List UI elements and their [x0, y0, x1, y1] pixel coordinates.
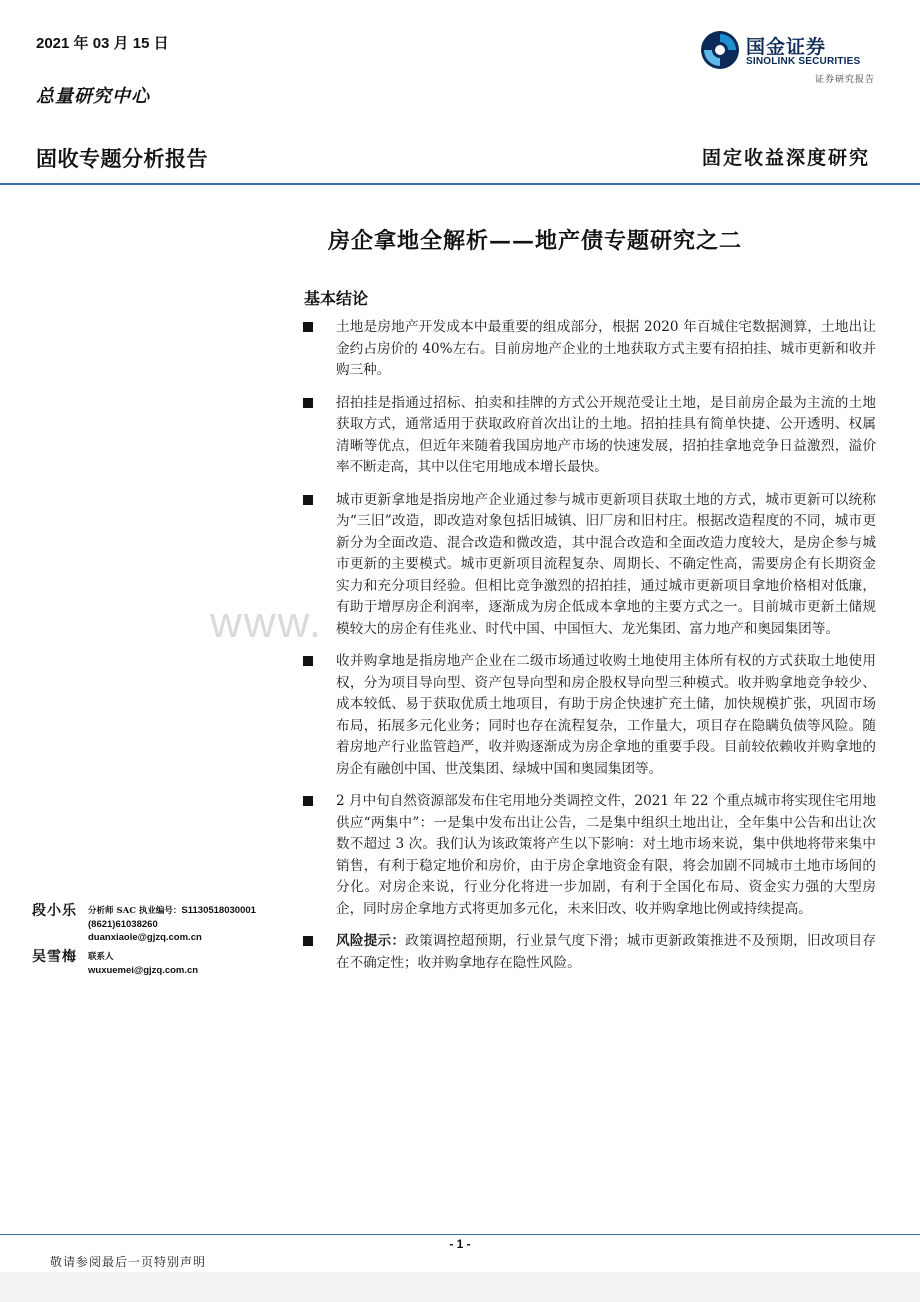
logo-name-cn: 国金证券: [746, 36, 827, 58]
company-logo: [700, 30, 876, 70]
bullet-square-icon: [303, 322, 313, 332]
list-item: [300, 651, 876, 780]
list-item: [300, 791, 876, 920]
header-divider: [0, 183, 920, 185]
section-heading: 基本结论: [304, 289, 369, 308]
list-item: [300, 393, 876, 479]
author-entry: [32, 900, 292, 946]
bullet-square-icon: [303, 495, 313, 505]
logo-subtitle: 证券研究报告: [814, 75, 875, 85]
author-name: 段小乐: [32, 903, 77, 919]
bullet-text: 招拍挂是指通过招标、拍卖和挂牌的方式公开规范受让土地，是目前房企最为主流的土地获取方式，通常适用于获取政府首次出让的土地。招拍挂具有简单快捷、公开透明、权属清晰等优点，但近年来随着我国房地产市场的快速发展，招拍挂拿地竞争日益激烈，溢价率不断走高，其中以住宅用地成本增长最快。: [336, 394, 876, 475]
author-info: [88, 904, 256, 944]
bullet-square-icon: [303, 796, 313, 806]
page-number: - 1 -: [449, 1237, 471, 1251]
report-date: 2021 年 03 月 15 日: [36, 35, 169, 52]
sinolink-logo-icon: [700, 30, 740, 70]
footer-bar: [0, 1272, 920, 1302]
bullet-text: 政策调控超预期，行业景气度下滑；城市更新政策推进不及预期，旧改项目存在不确定性；收并购拿地存在隐性风险。: [336, 933, 876, 971]
list-item: [300, 490, 876, 641]
author-entry: [32, 946, 292, 992]
bullet-text: 2 月中旬自然资源部发布住宅用地分类调控文件，2021 年 22 个重点城市将实现住宅用地供应“两集中”：一是集中发布出让公告，二是集中组织土地出让，全年集中公告和出让次数不超过 3 次。我们认为该政策将产生以下影响：对土地市场来说，集中供地将带来集中销售，有利于稳定地价和房价，由于房企拿地资金有限，将会加剧不同城市土地市场间的分化。对房企来说，行业分化将进一步加剧，有利于全国化布局、资金实力强的大型房企，同时房企拿地方式将更加多元化，未来旧改、收并购拿地比例或持续提高。: [336, 793, 877, 917]
author-email[interactable]: wuxuemei@gjzq.com.cn: [88, 965, 199, 976]
author-phone: (8621)61038260: [88, 919, 158, 930]
footer-divider: [0, 1234, 920, 1235]
bullet-text: 收并购拿地是指房地产企业在二级市场通过收购土地使用主体所有权的方式获取土地使用权，分为项目导向型、资产包导向型和房企股权导向型三种模式。收并购拿地竞争较少、成本较低、易于获取优质土地项目，有助于房企快速扩充土储，加快规模扩张，巩固市场布局，拓展多元化业务；同时也存在流程复杂，工作量大，项目存在隐瞒负债等风险。随着房地产行业监管趋严，收并购逐渐成为房企拿地的重要手段。目前较依赖收并购拿地的房企有融创中国、世茂集团、绿城中国和奥园集团等。: [336, 653, 876, 777]
report-type: 固收专题分析报告: [36, 147, 208, 171]
disclaimer-note: 敬请参阅最后一页特别声明: [50, 1255, 207, 1269]
conclusion-list: [300, 317, 876, 985]
department-name: 总量研究中心: [36, 86, 150, 107]
report-title: 房企拿地全解析——地产债专题研究之二: [327, 228, 742, 254]
author-info: [88, 950, 198, 977]
author-label: 联系人: [88, 952, 114, 962]
author-email[interactable]: duanxiaole@gjzq.com.cn: [88, 932, 202, 943]
risk-warning-label: 风险提示：: [336, 933, 406, 949]
author-label: 分析师 SAC 执业编号：: [88, 906, 182, 916]
bullet-square-icon: [303, 656, 313, 666]
list-item: [300, 317, 876, 382]
watermark: www.: [210, 598, 324, 647]
report-category: 固定收益深度研究: [701, 147, 870, 169]
bullet-text: 土地是房地产开发成本中最重要的组成部分，根据 2020 年百城住宅数据测算，土地出让金约占房价的 40%左右。目前房地产企业的土地获取方式主要有招拍挂、城市更新和收并购三种。: [336, 319, 876, 378]
logo-name-en: SINOLINK SECURITIES: [746, 56, 861, 67]
author-name: 吴雪梅: [32, 949, 77, 965]
list-item: [300, 931, 876, 974]
bullet-square-icon: [303, 398, 313, 408]
bullet-square-icon: [303, 936, 313, 946]
author-block: [32, 900, 292, 992]
bullet-text: 城市更新拿地是指房地产企业通过参与城市更新项目获取土地的方式，城市更新可以统称为“三旧”改造，即改造对象包括旧城镇、旧厂房和旧村庄。根据改造程度的不同，城市更新分为全面改造、混合改造和微改造，其中混合改造和全面改造力度较大，是房企参与城市更新的主要模式。城市更新项目流程复杂、周期长、不确定性高，需要房企有长期资金实力和充分项目经验。但相比竞争激烈的招拍挂，通过城市更新项目拿地价格相对低廉，有助于增厚房企利润率，逐渐成为房企低成本拿地的主要方式之一。目前城市更新土储规模较大的房企有佳兆业、时代中国、中国恒大、龙光集团、富力地产和奥园集团等。: [336, 491, 876, 637]
author-cert: S1130518030001: [181, 905, 256, 916]
